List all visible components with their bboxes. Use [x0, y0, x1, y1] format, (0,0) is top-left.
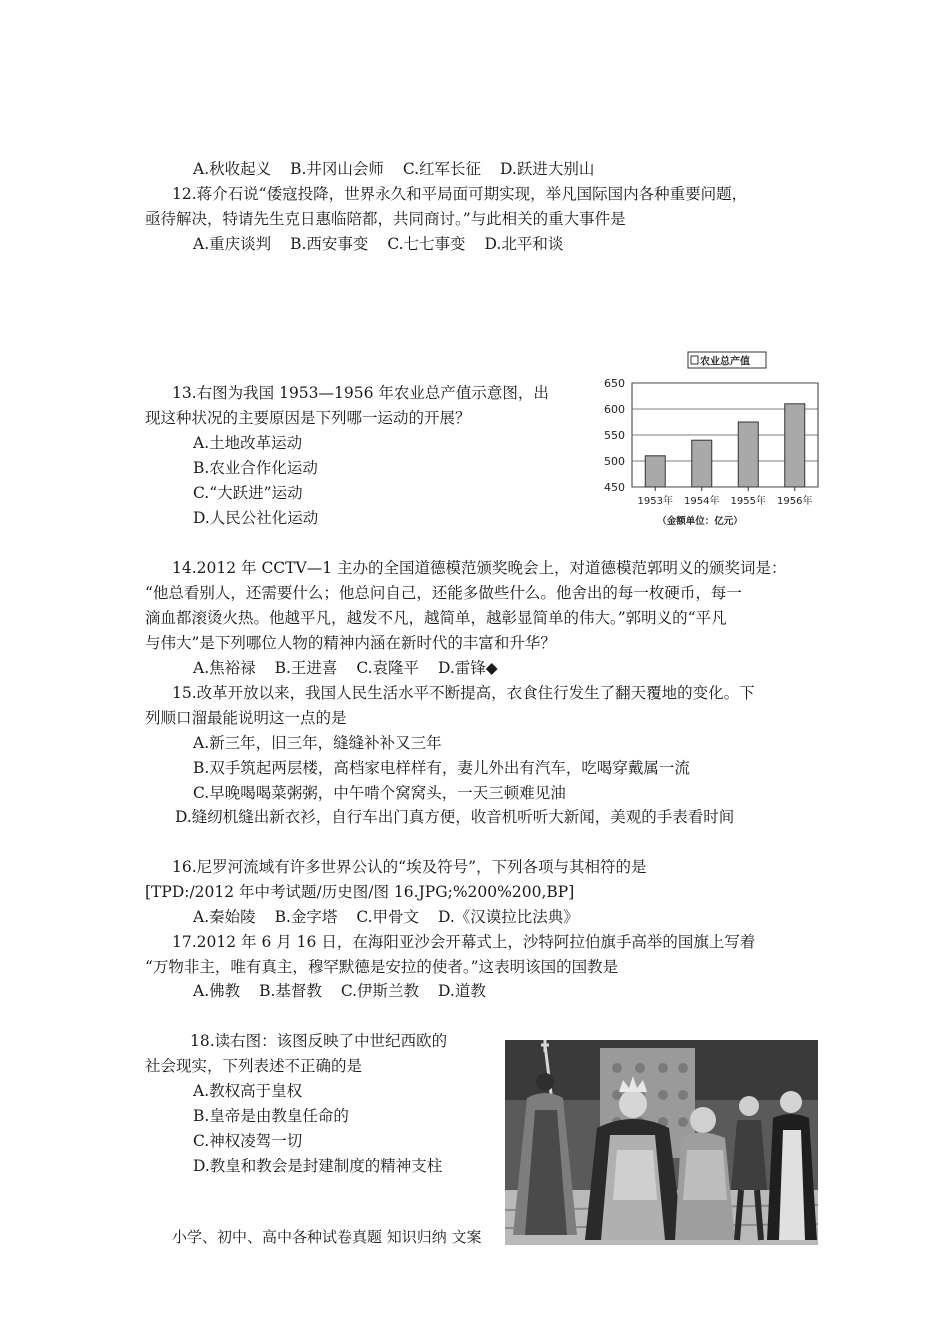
q15-option-b: B.双手筑起两层楼，高档家电样样有，妻儿外出有汽车，吃喝穿戴属一流 — [193, 759, 690, 777]
q16-option-d: D.《汉谟拉比法典》 — [438, 908, 579, 926]
q18-stem-line2: 社会现实，下列表述不正确的是 — [145, 1057, 363, 1075]
chart-title: 农业总产值 — [700, 356, 750, 368]
q18-option-d: D.教皇和教会是封建制度的精神支柱 — [193, 1157, 443, 1175]
q11-option-c: C.红军长征 — [402, 160, 482, 178]
q16-option-b: B.金字塔 — [274, 908, 338, 926]
q12-option-d: D.北平和谈 — [484, 235, 564, 253]
chart-ytick-label: 600 — [604, 403, 625, 416]
chart-bar — [738, 422, 758, 487]
chart-unit-note: （金额单位：亿元） — [657, 516, 743, 527]
q15-stem-line1: 15.改革开放以来，我国人民生活水平不断提高，衣食住行发生了翻天覆地的变化。下 — [172, 684, 755, 702]
q13-option-d: D.人民公社化运动 — [193, 509, 319, 527]
q17-option-d: D.道教 — [438, 982, 486, 1000]
chart-ytick-label: 550 — [604, 429, 625, 442]
chart-bar — [645, 456, 665, 487]
q17-option-b: B.基督教 — [259, 982, 322, 1000]
q17-option-a: A.佛教 — [193, 982, 241, 1000]
q11-option-d: D.跃进大别山 — [500, 160, 595, 178]
q16-option-c: C.甲骨文 — [356, 908, 420, 926]
q17-option-c: C.伊斯兰教 — [340, 982, 420, 1000]
q17-stem-line2: “万物非主，唯有真主，穆罕默德是安拉的使者。”这表明该国的国教是 — [145, 958, 619, 976]
q14-stem-line2: “他总看别人，还需要什么；他总问自己，还能多做些什么。他舍出的每一枚硬币，每一 — [145, 584, 742, 602]
q15-option-d: D.缝纫机缝出新衣衫，自行车出门真方便，收音机听听大新闻，美观的手表看时间 — [175, 808, 735, 826]
q12-option-a: A.重庆谈判 — [193, 235, 272, 253]
chart-bar — [692, 440, 712, 487]
q11-option-a: A.秋收起义 — [193, 160, 272, 178]
q18-stem-line1: 18.读右图：该图反映了中世纪西欧的 — [190, 1032, 448, 1050]
q13-option-b: B.农业合作化运动 — [193, 459, 318, 477]
q14-option-c: C.袁隆平 — [356, 659, 420, 677]
chart-ytick-label: 450 — [604, 481, 625, 494]
q16-option-a: A.秦始陵 — [193, 908, 256, 926]
q12-option-b: B.西安事变 — [290, 235, 369, 253]
footer-text: 小学、初中、高中各种试卷真题 知识归纳 文案 — [172, 1228, 482, 1246]
q16-stem-line1: 16.尼罗河流域有许多世界公认的“埃及符号”，下列各项与其相符的是 — [172, 858, 647, 876]
q17-stem-line1: 17.2012 年 6 月 16 日，在海阳亚沙会开幕式上，沙特阿拉伯旗手高举的国旗上写着 — [172, 933, 756, 951]
q18-option-c: C.神权凌驾一切 — [193, 1132, 303, 1150]
q12-stem-line1: 12.蒋介石说“倭寇投降，世界永久和平局面可期实现，举凡国际国内各种重要问题， — [172, 185, 748, 203]
q15-option-a: A.新三年，旧三年，缝缝补补又三年 — [193, 734, 442, 752]
q12-option-c: C.七七事变 — [387, 235, 466, 253]
q11-option-b: B.井冈山会师 — [290, 160, 384, 178]
q12-stem-line2: 亟待解决，特请先生克日惠临陪都，共同商讨。”与此相关的重大事件是 — [145, 210, 626, 228]
q14-stem-line4: 与伟大”是下列哪位人物的精神内涵在新时代的丰富和升华？ — [145, 634, 556, 652]
chart-legend-swatch — [691, 356, 698, 364]
q17-options — [193, 980, 500, 1002]
q14-stem-line1: 14.2012 年 CCTV—1 主办的全国道德模范颁奖晚会上，对道德模范郭明义的颁奖词是： — [172, 559, 787, 577]
q14-option-d: D.雷锋◆ — [438, 659, 498, 677]
chart-ytick-label: 650 — [604, 377, 625, 390]
q12-options — [193, 233, 577, 255]
q13-option-a: A.土地改革运动 — [193, 434, 303, 452]
q14-option-b: B.王进喜 — [274, 659, 338, 677]
q11-options — [193, 158, 608, 180]
q13-stem-line2: 现这种状况的主要原因是下列哪一运动的开展？ — [145, 409, 471, 427]
q15-stem-line2: 列顺口溜最能说明这一点的是 — [145, 709, 347, 727]
chart-xtick-label: 1956年 — [777, 496, 813, 507]
q16-image-placeholder: [TPD:/2012 年中考试题/历史图/图 16.JPG;%200%200,BP] — [145, 883, 575, 901]
q14-stem-line3: 滴血都滚烫火热。他越平凡，越发不凡，越简单，越彰显简单的伟大。”郭明义的“平凡 — [145, 609, 727, 627]
q13-option-c: C.“大跃进”运动 — [193, 484, 303, 502]
q14-option-a: A.焦裕禄 — [193, 659, 256, 677]
chart-xtick-label: 1953年 — [637, 496, 673, 507]
q15-option-c: C.早晚喝喝菜粥粥，中午啃个窝窝头，一天三顿难见油 — [193, 784, 566, 802]
q16-options — [193, 906, 593, 928]
agri-output-bar-chart — [590, 346, 822, 530]
chart-xtick-label: 1954年 — [684, 496, 720, 507]
chart-xtick-label: 1955年 — [730, 496, 766, 507]
q13-stem-line1: 13.右图为我国 1953—1956 年农业总产值示意图，出 — [172, 384, 549, 402]
q18-option-b: B.皇帝是由教皇任命的 — [193, 1107, 349, 1125]
q14-options — [193, 657, 512, 679]
chart-bar — [785, 404, 805, 487]
q18-option-a: A.教权高于皇权 — [193, 1082, 303, 1100]
medieval-coronation-painting — [505, 1040, 818, 1245]
chart-ytick-label: 500 — [604, 455, 625, 468]
